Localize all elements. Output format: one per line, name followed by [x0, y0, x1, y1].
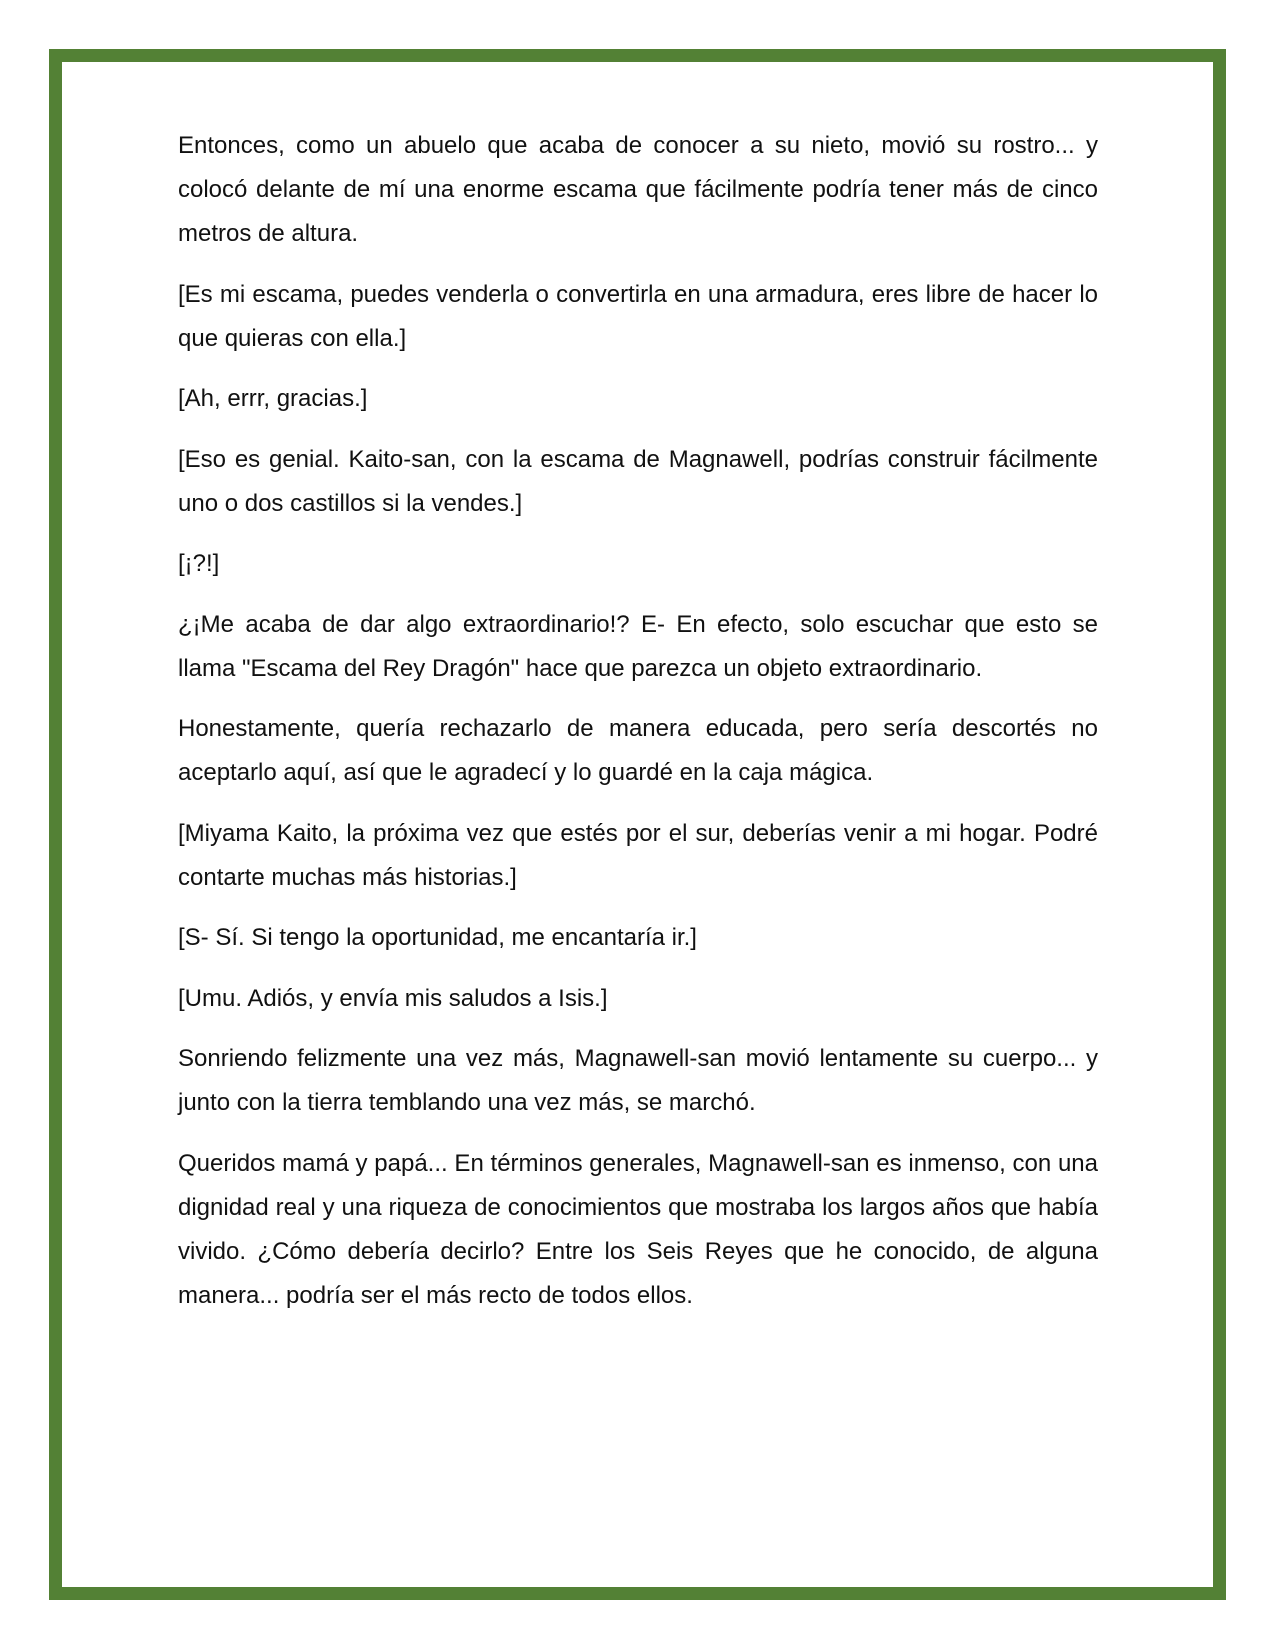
paragraph: [Es mi escama, puedes venderla o convertirla en una armadura, eres libre de hacer lo que quieras con ella.]	[178, 280, 1098, 352]
paragraph: [S- Sí. Si tengo la oportunidad, me encantaría ir.]	[178, 924, 697, 951]
paragraph: ¿¡Me acaba de dar algo extraordinario!? E- En efecto, solo escuchar que esto se llama "Escama del Rey Dragón" hace que parezca un objeto extraordinario.	[178, 610, 1098, 682]
paragraph: [¡?!]	[178, 550, 220, 577]
paragraph: Queridos mamá y papá... En términos generales, Magnawell-san es inmenso, con una dignidad real y una riqueza de conocimientos que mostraba los largos años que había vivido. ¿Cómo debería decirlo? Entre los Seis Reyes que he conocido, de alguna manera... podría ser el más recto de todos ellos.	[178, 1149, 1098, 1309]
paragraph: [Umu. Adiós, y envía mis saludos a Isis.]	[178, 984, 608, 1012]
paragraph: Honestamente, quería rechazarlo de manera educada, pero sería descortés no aceptarlo aquí, así que le agradecí y lo guardé en la caja mágica.	[178, 715, 1098, 786]
paragraph: [Eso es genial. Kaito-san, con la escama de Magnawell, podrías construir fácilmente uno o dos castillos si la vendes.]	[178, 445, 1098, 517]
paragraph: [Miyama Kaito, la próxima vez que estés por el sur, deberías venir a mi hogar. Podré contarte muchas más historias.]	[178, 819, 1098, 891]
document-body	[178, 124, 1098, 1334]
paragraph: Entonces, como un abuelo que acaba de conocer a su nieto, movió su rostro... y colocó delante de mí una enorme escama que fácilmente podría tener más de cinco metros de altura.	[178, 132, 1098, 247]
paragraph: Sonriendo felizmente una vez más, Magnawell-san movió lentamente su cuerpo... y junto con la tierra temblando una vez más, se marchó.	[178, 1045, 1098, 1116]
paragraph: [Ah, errr, gracias.]	[178, 385, 368, 412]
